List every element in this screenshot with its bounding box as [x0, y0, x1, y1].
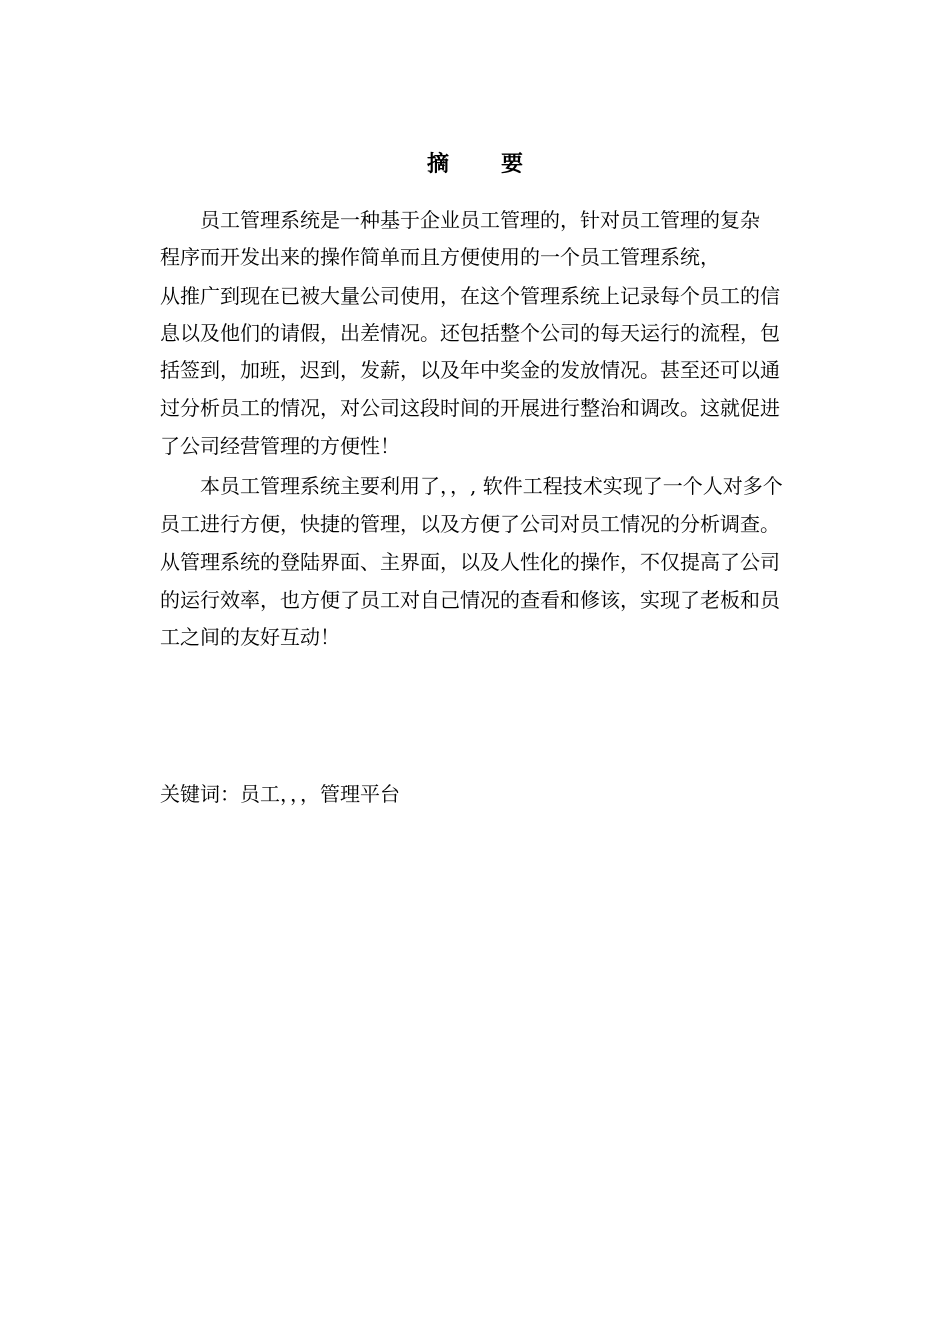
paragraph1-line1: 员工管理系统是一种基于企业员工管理的，针对员工管理的复杂: [200, 208, 760, 232]
paragraph2-line4: 的运行效率，也方便了员工对自己情况的查看和修该，实现了老板和员: [160, 588, 780, 612]
paragraph1-line5: 括签到，加班，迟到，发薪，以及年中奖金的发放情况。甚至还可以通: [160, 358, 780, 382]
paragraph2-line2: 员工进行方便，快捷的管理，以及方便了公司对员工情况的分析调查。: [160, 512, 780, 536]
abstract-title-part1: 摘: [426, 151, 449, 177]
paragraph2-line3: 从管理系统的登陆界面、主界面，以及人性化的操作，不仅提高了公司: [160, 550, 780, 574]
paragraph1-line2: 程序而开发出来的操作简单而且方便使用的一个员工管理系统，: [160, 245, 720, 269]
paragraph1-line6: 过分析员工的情况，对公司这段时间的开展进行整治和调改。这就促进: [160, 396, 780, 420]
abstract-title: [0, 148, 950, 180]
paragraph2-line1: 本员工管理系统主要利用了，，, 软件工程技术实现了一个人对多个: [200, 474, 783, 498]
paragraph2-line5: 工之间的友好互动！: [160, 625, 340, 649]
paragraph1-line4: 息以及他们的请假，出差情况。还包括整个公司的每天运行的流程，包: [160, 321, 780, 345]
paragraph1-line7: 了公司经营管理的方便性！: [160, 434, 400, 458]
keywords-line: 关键词：员工，，，管理平台: [160, 782, 400, 806]
abstract-title-part2: 要: [501, 151, 524, 177]
paragraph1-line3: 从推广到现在已被大量公司使用，在这个管理系统上记录每个员工的信: [160, 284, 780, 308]
